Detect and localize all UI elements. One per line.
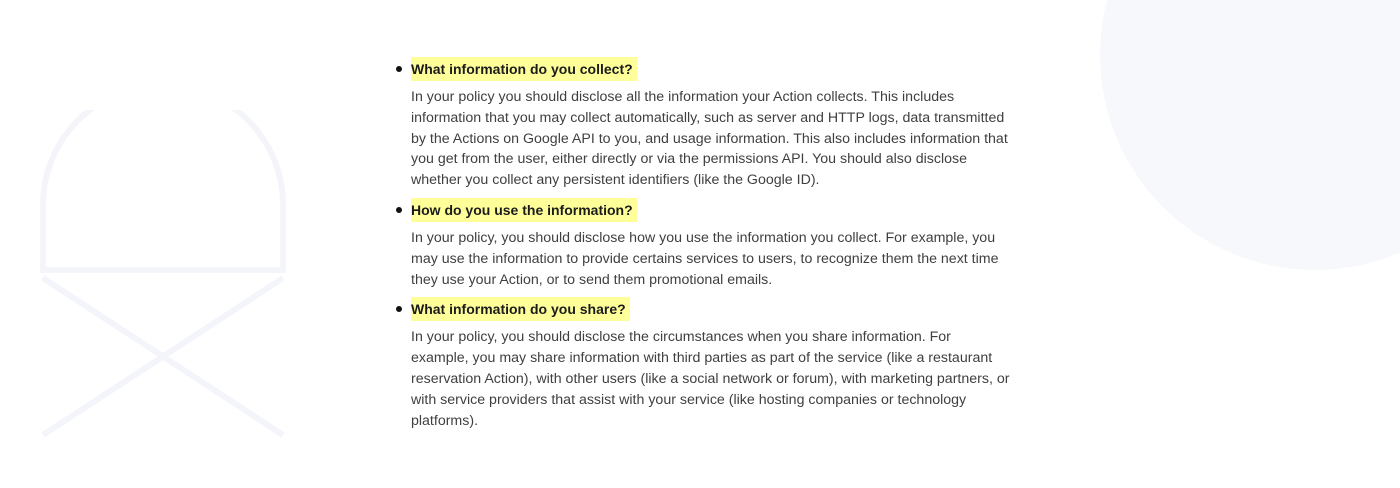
faq-question: What information do you collect? bbox=[411, 57, 637, 81]
faq-item-use bbox=[392, 197, 1012, 290]
faq-item-share bbox=[392, 296, 1012, 431]
background-outline-decoration bbox=[38, 110, 288, 440]
privacy-policy-guidance bbox=[392, 56, 1012, 437]
faq-question: What information do you share? bbox=[411, 297, 630, 321]
faq-answer: In your policy, you should disclose the circumstances when you share information. For example, you may share information with third parties as part of the service (like a restaurant reservation Action), with other users (like a social network or forum), with marketing partners, or with service providers that assist with your service (like hosting companies or technology platforms). bbox=[411, 329, 1010, 429]
background-circle-decoration bbox=[1100, 0, 1400, 270]
faq-item-collect bbox=[392, 56, 1012, 191]
bullet bbox=[396, 66, 402, 72]
bullet bbox=[396, 306, 402, 312]
faq-answer: In your policy, you should disclose how you use the information you collect. For example, you may use the information to provide certains services to users, to recognize them the next time they use your Action, or to send them promotional emails. bbox=[411, 229, 999, 288]
faq-question: How do you use the information? bbox=[411, 198, 637, 222]
bullet bbox=[396, 207, 402, 213]
faq-answer: In your policy you should disclose all the information your Action collects. This includes information that you may collect automatically, such as server and HTTP logs, data transmitted by the Actions on Google API to you, and usage information. This also includes information that you get from the user, either directly or via the permissions API. You should also disclose whether you collect any persistent identifiers (like the Google ID). bbox=[411, 89, 1008, 189]
faq-list bbox=[392, 56, 1012, 431]
